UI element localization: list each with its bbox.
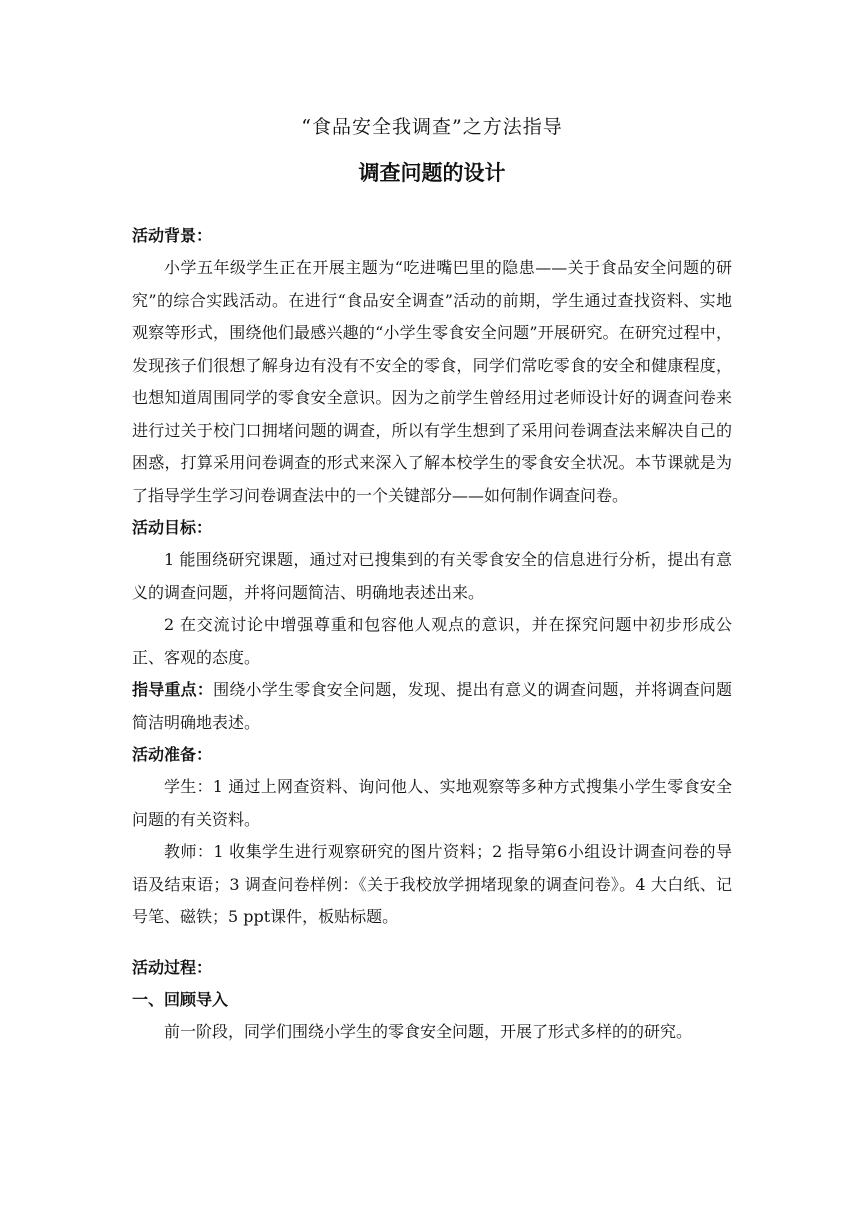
section1-heading: 一、回顾导入 xyxy=(132,989,229,1009)
goal-item-1: 1 能围绕研究课题，通过对已搜集到的有关零食安全的信息进行分析，提出有意义的调查问题，并将问题简洁、明确地表述出来。 xyxy=(132,550,732,602)
section1-paragraph: 前一阶段，同学们围绕小学生的零食安全问题，开展了形式多样的的研究。 xyxy=(164,1021,693,1041)
goal-item-2: 2 在交流讨论中增强尊重和包容他人观点的意识，并在探究问题中初步形成公正、客观的态度。 xyxy=(132,615,732,667)
document-subtitle: 调查问题的设计 xyxy=(358,161,506,185)
background-heading: 活动背景： xyxy=(132,226,213,245)
focus-paragraph xyxy=(132,674,732,739)
prep-heading: 活动准备： xyxy=(132,745,213,764)
process-heading: 活动过程： xyxy=(132,957,213,977)
goals-heading: 活动目标： xyxy=(132,518,213,537)
document-page xyxy=(132,112,732,1048)
spacer xyxy=(132,934,732,952)
focus-text: 围绕小学生零食安全问题，发现、提出有意义的调查问题，并将调查问题简洁明确地表述。 xyxy=(132,680,732,732)
document-title: “食品安全我调查”之方法指导 xyxy=(301,116,563,138)
prep-students-paragraph: 学生：1 通过上网查资料、询问他人、实地观察等多种方式搜集小学生零食安全问题的有关资料。 xyxy=(132,777,732,829)
background-paragraph: 小学五年级学生正在开展主题为“吃进嘴巴里的隐患——关于食品安全问题的研究”的综合实践活动。在进行“食品安全调查”活动的前期，学生通过查找资料、实地观察等形式，围绕他们最感兴趣的“小学生零食安全问题”开展研究。在研究过程中，发现孩子们很想了解身边有没有不安全的零食，同学们常吃零食的安全和健康程度，也想知道周围同学的零食安全意识。因为之前学生曾经用过老师设计好的调查问卷来进行过关于校门口拥堵问题的调查，所以有学生想到了采用问卷调查法来解决自己的困惑，打算采用问卷调查的形式来深入了解本校学生的零食安全状况。本节课就是为了指导学生学习问卷调查法中的一个关键部分——如何制作调查问卷。 xyxy=(132,258,732,505)
focus-label: 指导重点： xyxy=(132,680,214,699)
prep-teacher-paragraph: 教师：1 收集学生进行观察研究的图片资料；2 指导第6小组设计调查问卷的导语及结束语；3 调查问卷样例：《关于我校放学拥堵现象的调查问卷》。4 大白纸、记号笔、磁铁；5 ppt课件，板贴标题。 xyxy=(132,842,732,926)
